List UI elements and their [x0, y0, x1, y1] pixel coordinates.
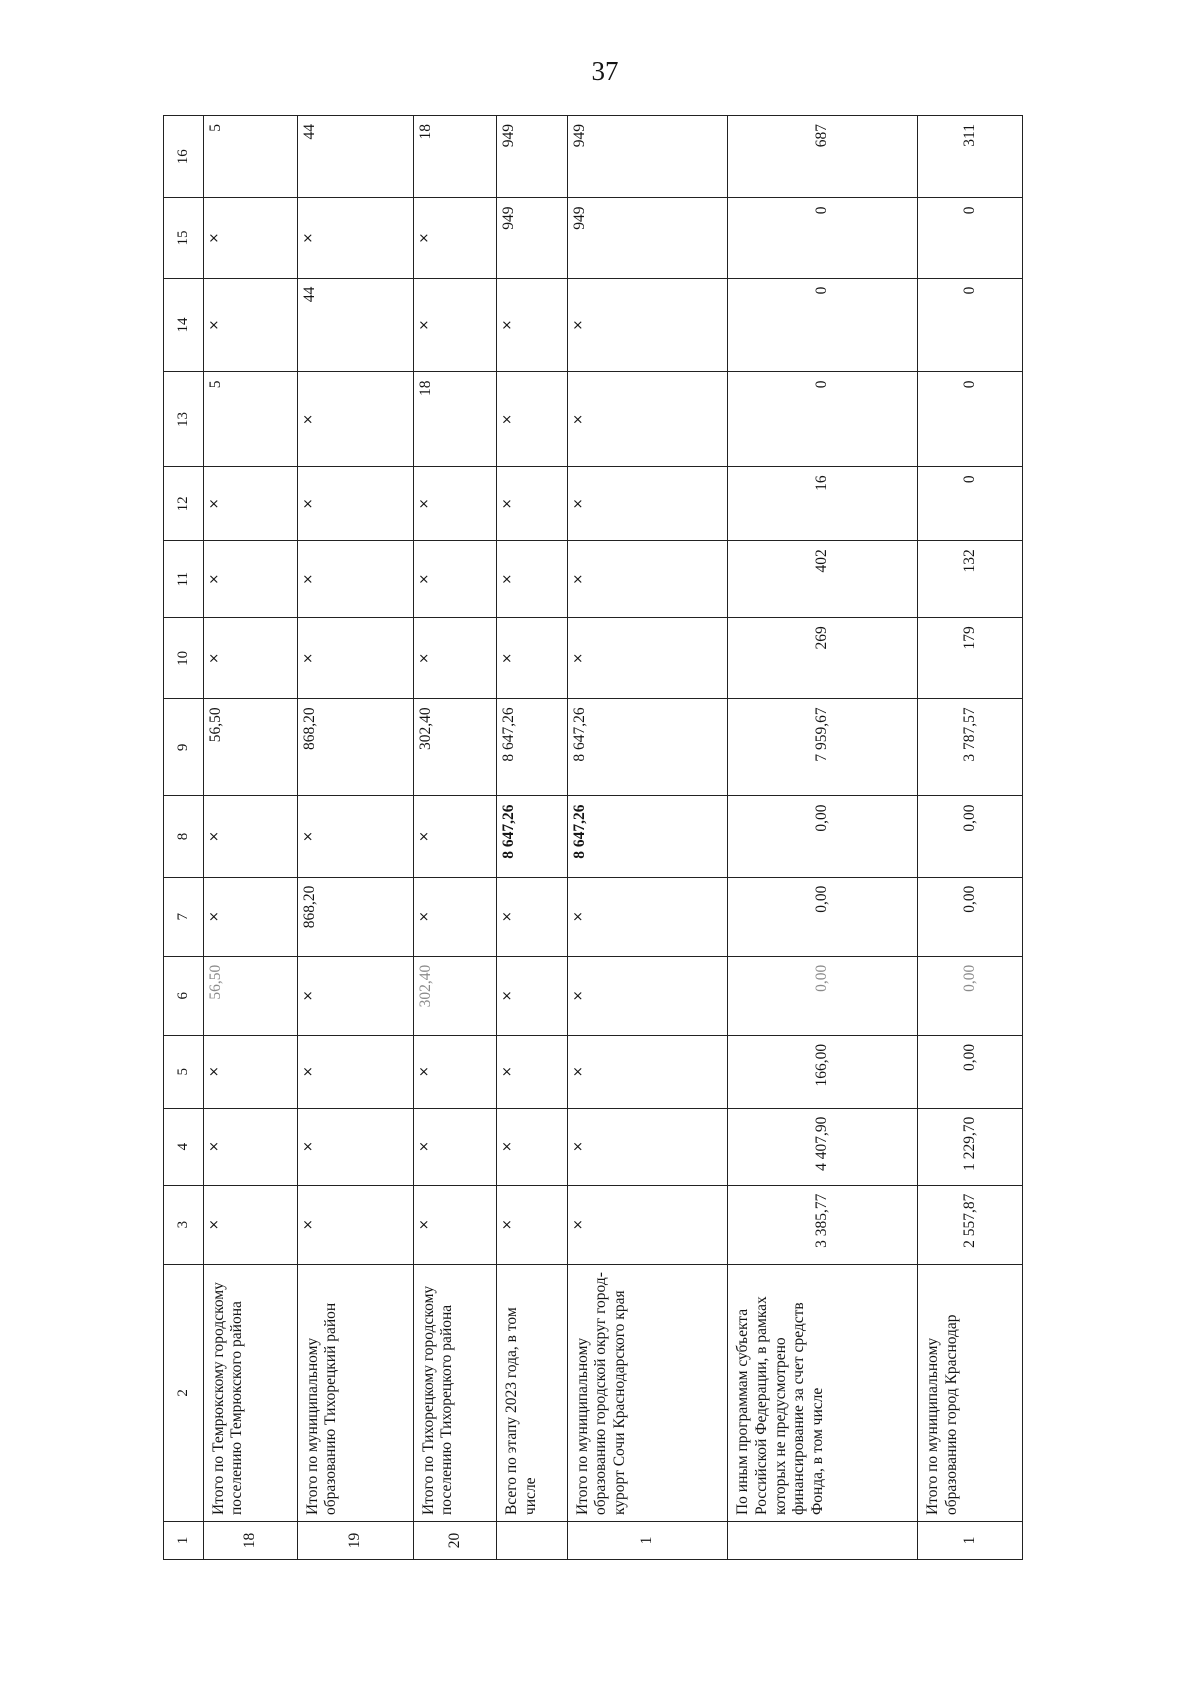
cell-col-6: × [497, 956, 568, 1035]
table-row [297, 116, 413, 1560]
cell-col-3: × [497, 1185, 568, 1264]
data-table [163, 115, 1023, 1560]
row-number: 19 [297, 1522, 413, 1560]
cell-col-3: × [567, 1185, 728, 1264]
table-row [728, 116, 918, 1560]
cell-col-15: × [297, 198, 413, 278]
cell-col-16: 18 [413, 116, 497, 198]
cell-col-3: 2 557,87 [918, 1185, 1023, 1264]
cell-col-11: 132 [918, 541, 1023, 618]
cell-col-15: 949 [497, 198, 568, 278]
cell-col-10: × [297, 618, 413, 699]
column-number-4: 4 [164, 1108, 204, 1185]
cell-col-10: 269 [728, 618, 918, 699]
cell-col-5: × [297, 1035, 413, 1108]
cell-col-5: 0,00 [918, 1035, 1023, 1108]
table-row [567, 116, 728, 1560]
column-number-3: 3 [164, 1185, 204, 1264]
cell-col-4: × [203, 1108, 297, 1185]
row-name: Итого по муниципальному образованию город Краснодар [918, 1264, 1023, 1521]
cell-col-13: × [567, 372, 728, 467]
cell-col-4: × [297, 1108, 413, 1185]
row-name: Всего по этапу 2023 года, в том числе [497, 1264, 568, 1521]
row-number: 1 [567, 1522, 728, 1560]
cell-col-16: 44 [297, 116, 413, 198]
cell-col-12: × [203, 467, 297, 541]
column-number-5: 5 [164, 1035, 204, 1108]
cell-col-5: × [497, 1035, 568, 1108]
cell-col-14: 0 [918, 278, 1023, 372]
cell-col-16: 949 [567, 116, 728, 198]
cell-col-12: × [413, 467, 497, 541]
cell-col-9: 8 647,26 [567, 699, 728, 796]
column-number-10: 10 [164, 618, 204, 699]
cell-col-7: × [567, 877, 728, 956]
cell-col-3: × [413, 1185, 497, 1264]
table-row [413, 116, 497, 1560]
cell-col-11: × [497, 541, 568, 618]
cell-col-5: × [567, 1035, 728, 1108]
cell-col-16: 5 [203, 116, 297, 198]
cell-col-5: × [203, 1035, 297, 1108]
cell-col-13: 18 [413, 372, 497, 467]
cell-col-14: 0 [728, 278, 918, 372]
column-number-6: 6 [164, 956, 204, 1035]
column-number-15: 15 [164, 198, 204, 278]
cell-col-10: × [413, 618, 497, 699]
cell-col-12: × [497, 467, 568, 541]
cell-col-14: 44 [297, 278, 413, 372]
cell-col-16: 687 [728, 116, 918, 198]
row-name: Итого по Тихорецкому городскому поселению Тихорецкого района [413, 1264, 497, 1521]
column-number-16: 16 [164, 116, 204, 198]
cell-col-9: 7 959,67 [728, 699, 918, 796]
cell-col-8: × [203, 796, 297, 877]
table-container [163, 115, 1023, 1560]
cell-col-15: × [413, 198, 497, 278]
cell-col-11: × [297, 541, 413, 618]
cell-col-12: 16 [728, 467, 918, 541]
cell-col-16: 311 [918, 116, 1023, 198]
column-number-9: 9 [164, 699, 204, 796]
column-number-12: 12 [164, 467, 204, 541]
header-row [164, 116, 204, 1560]
cell-col-16: 949 [497, 116, 568, 198]
cell-col-8: × [413, 796, 497, 877]
cell-col-6: × [297, 956, 413, 1035]
page-number: 37 [591, 56, 619, 86]
cell-col-11: × [567, 541, 728, 618]
cell-col-14: × [203, 278, 297, 372]
cell-col-15: 949 [567, 198, 728, 278]
cell-col-13: 0 [728, 372, 918, 467]
cell-col-11: × [413, 541, 497, 618]
cell-col-12: 0 [918, 467, 1023, 541]
cell-col-14: × [497, 278, 568, 372]
row-number: 18 [203, 1522, 297, 1560]
cell-col-10: × [567, 618, 728, 699]
cell-col-9: 3 787,57 [918, 699, 1023, 796]
cell-col-4: × [413, 1108, 497, 1185]
column-number-14: 14 [164, 278, 204, 372]
cell-col-13: 0 [918, 372, 1023, 467]
cell-col-8: 0,00 [918, 796, 1023, 877]
cell-col-9: 868,20 [297, 699, 413, 796]
cell-col-8: 0,00 [728, 796, 918, 877]
cell-col-8: 8 647,26 [497, 796, 568, 877]
cell-col-7: × [413, 877, 497, 956]
cell-col-10: × [203, 618, 297, 699]
cell-col-15: 0 [728, 198, 918, 278]
column-number-1: 1 [164, 1522, 204, 1560]
cell-col-9: 56,50 [203, 699, 297, 796]
cell-col-7: × [497, 877, 568, 956]
cell-col-6: 56,50 [203, 956, 297, 1035]
cell-col-15: × [203, 198, 297, 278]
table-body [164, 116, 1023, 1560]
rotated-table-frame [163, 115, 1023, 1560]
cell-col-11: × [203, 541, 297, 618]
cell-col-12: × [297, 467, 413, 541]
column-number-2: 2 [164, 1264, 204, 1521]
cell-col-3: × [297, 1185, 413, 1264]
column-number-13: 13 [164, 372, 204, 467]
cell-col-7: × [203, 877, 297, 956]
row-name: По иным программам субъекта Российской Федерации, в рамках которых не предусмотрено финансирование за счет средств Фонда, в том числе [728, 1264, 918, 1521]
row-number [728, 1522, 918, 1560]
cell-col-6: 0,00 [918, 956, 1023, 1035]
cell-col-9: 302,40 [413, 699, 497, 796]
cell-col-14: × [567, 278, 728, 372]
cell-col-7: 868,20 [297, 877, 413, 956]
cell-col-6: 0,00 [728, 956, 918, 1035]
cell-col-12: × [567, 467, 728, 541]
cell-col-11: 402 [728, 541, 918, 618]
cell-col-5: 166,00 [728, 1035, 918, 1108]
cell-col-13: × [497, 372, 568, 467]
cell-col-10: 179 [918, 618, 1023, 699]
row-number [497, 1522, 568, 1560]
cell-col-4: × [497, 1108, 568, 1185]
table-row [203, 116, 297, 1560]
row-name: Итого по муниципальному образованию Тихорецкий район [297, 1264, 413, 1521]
row-number: 20 [413, 1522, 497, 1560]
cell-col-10: × [497, 618, 568, 699]
row-name: Итого по муниципальному образованию городской округ город-курорт Сочи Краснодарского края [567, 1264, 728, 1521]
cell-col-4: 1 229,70 [918, 1108, 1023, 1185]
column-number-7: 7 [164, 877, 204, 956]
cell-col-3: × [203, 1185, 297, 1264]
cell-col-13: × [297, 372, 413, 467]
cell-col-3: 3 385,77 [728, 1185, 918, 1264]
cell-col-13: 5 [203, 372, 297, 467]
cell-col-7: 0,00 [728, 877, 918, 956]
cell-col-7: 0,00 [918, 877, 1023, 956]
row-number: 1 [918, 1522, 1023, 1560]
cell-col-4: 4 407,90 [728, 1108, 918, 1185]
cell-col-8: × [297, 796, 413, 877]
row-name: Итого по Темрюкскому городскому поселению Темрюкского района [203, 1264, 297, 1521]
column-number-11: 11 [164, 541, 204, 618]
cell-col-5: × [413, 1035, 497, 1108]
cell-col-8: 8 647,26 [567, 796, 728, 877]
cell-col-6: 302,40 [413, 956, 497, 1035]
table-row [918, 116, 1023, 1560]
column-number-8: 8 [164, 796, 204, 877]
cell-col-4: × [567, 1108, 728, 1185]
cell-col-6: × [567, 956, 728, 1035]
cell-col-9: 8 647,26 [497, 699, 568, 796]
table-row [497, 116, 568, 1560]
cell-col-15: 0 [918, 198, 1023, 278]
cell-col-14: × [413, 278, 497, 372]
